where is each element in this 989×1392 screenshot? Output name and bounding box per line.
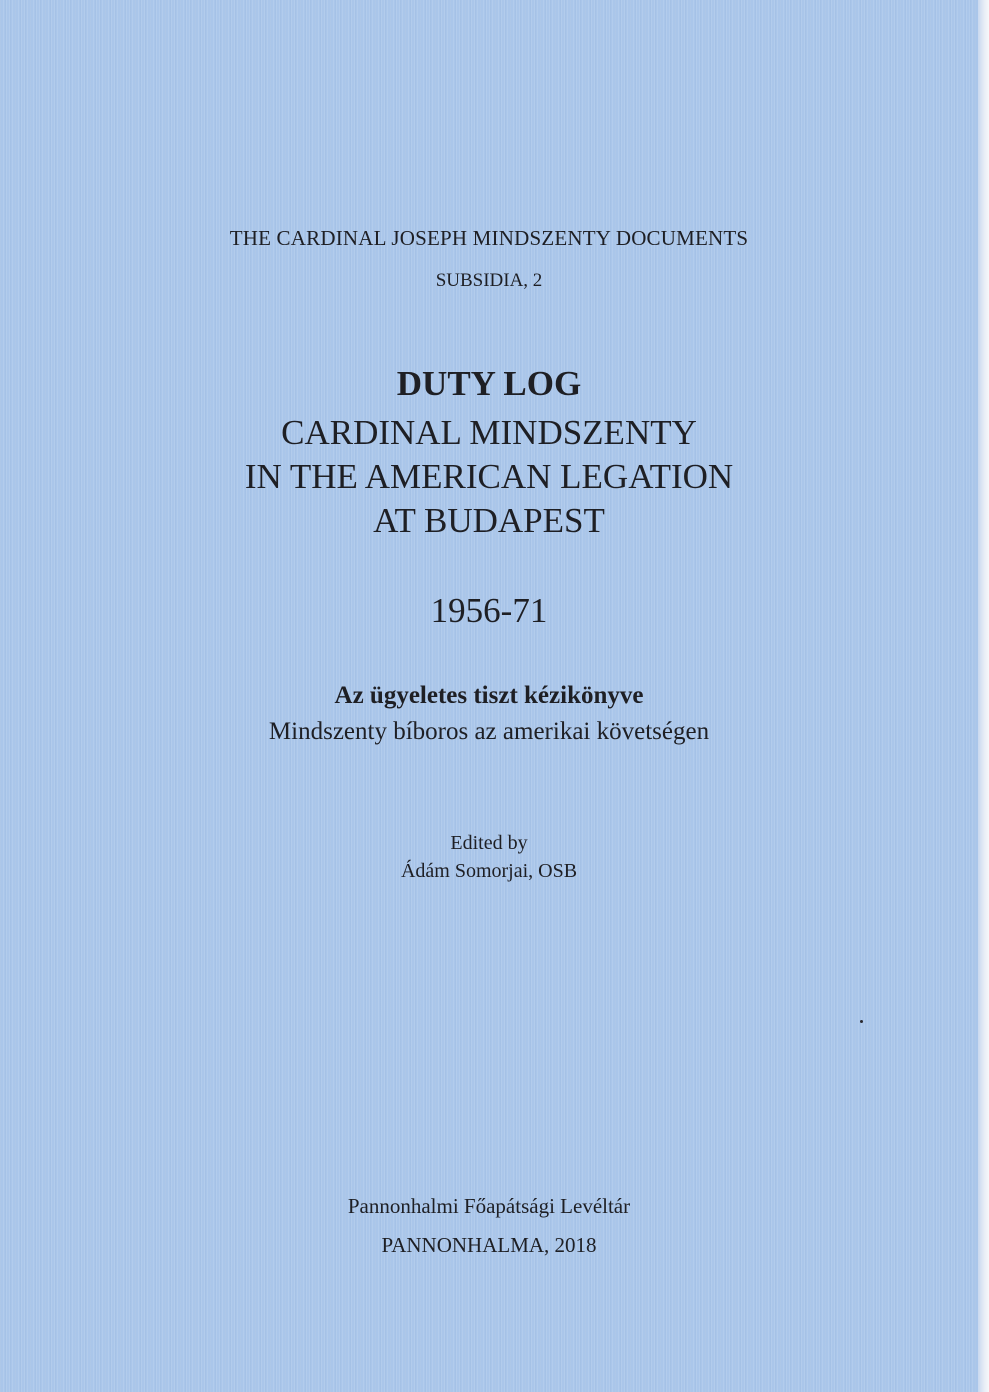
- hungarian-title: Az ügyeletes tiszt kézikönyve: [334, 682, 644, 709]
- date-range: 1956-71: [430, 591, 548, 630]
- series-title: THE CARDINAL JOSEPH MINDSZENTY DOCUMENTS: [229, 226, 749, 250]
- main-title: DUTY LOG: [396, 364, 582, 403]
- title-line: IN THE AMERICAN LEGATION: [244, 457, 734, 496]
- publisher-name: Pannonhalmi Főapátsági Levéltár: [347, 1194, 631, 1218]
- title-line: AT BUDAPEST: [373, 501, 605, 540]
- publication-place-year: PANNONHALMA, 2018: [381, 1233, 597, 1257]
- title-line: CARDINAL MINDSZENTY: [281, 413, 697, 452]
- print-speck: [860, 1020, 863, 1023]
- hungarian-subtitle: Mindszenty bíboros az amerikai követségen: [268, 718, 710, 745]
- series-volume: SUBSIDIA, 2: [435, 270, 543, 291]
- editor-name: Ádám Somorjai, OSB: [400, 860, 578, 882]
- edited-by-label: Edited by: [450, 832, 528, 854]
- page-edge: [978, 0, 989, 1392]
